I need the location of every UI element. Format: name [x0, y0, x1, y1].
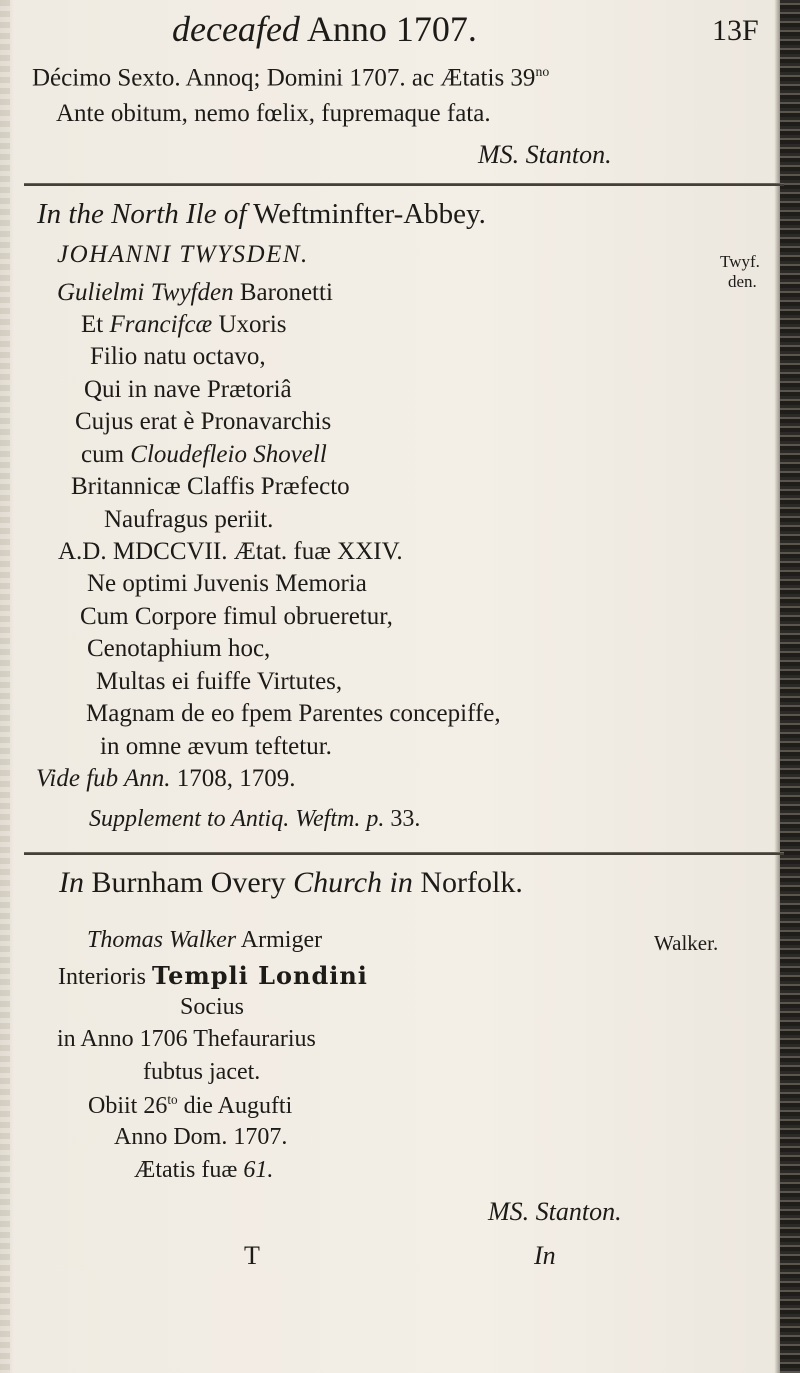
entry2-line-11: Ne optimi Juvenis Memoria — [87, 570, 367, 597]
entry1-line1-sup: no — [535, 64, 550, 79]
entry2-supplement-page: 33. — [384, 806, 421, 832]
entry2-line-3-rest: Uxoris — [212, 311, 287, 338]
entry2-line-3-italic: Francifcæ — [109, 311, 213, 338]
entry2-line-3-pre: Et — [81, 311, 110, 338]
entry3-obiit-pre: Obiit 26 — [88, 1093, 168, 1119]
entry2-line-7-italic: Cloudefleio Shovell — [130, 441, 327, 468]
entry2-line-3 — [81, 311, 287, 339]
entry2-line-2 — [57, 279, 333, 307]
entry3-interioris-line — [58, 961, 368, 991]
running-title-italic: deceafed — [172, 9, 300, 49]
entry2-line-4: Filio natu octavo, — [90, 343, 266, 370]
entry3-aetatis-num: 61. — [243, 1157, 274, 1183]
entry2-supplement-italic: Supplement to Antiq. Weftm. p. — [89, 806, 385, 832]
entry3-heading-church: Church in — [293, 866, 413, 899]
entry3-temple-blackletter: Templi Londini — [151, 961, 368, 990]
entry2-line-15: Magnam de eo fpem Parentes concepiffe, — [86, 700, 501, 727]
section-divider — [24, 183, 784, 186]
entry2-heading — [37, 198, 486, 231]
entry2-line-12: Cum Corpore fimul obrueretur, — [80, 603, 393, 630]
running-title — [172, 8, 477, 50]
entry3-source: MS. Stanton. — [488, 1197, 622, 1226]
margin-note-twysden-1: Twyf. — [720, 252, 760, 271]
entry2-line-9: Naufragus periit. — [104, 506, 274, 533]
running-title-year: Anno 1707. — [306, 9, 477, 49]
entry2-line-7 — [81, 441, 327, 469]
entry1-line2: Ante obitum, nemo fœlix, fupremaque fata. — [56, 100, 491, 127]
margin-note-twysden-2: den. — [728, 272, 757, 291]
entry3-heading-county: Norfolk. — [412, 866, 523, 899]
section-divider-2 — [24, 852, 784, 855]
entry3-heading — [59, 866, 523, 900]
entry2-vide-italic: Vide fub Ann. — [36, 765, 171, 792]
entry2-line-6: Cujus erat è Pronavarchis — [75, 408, 332, 435]
entry2-line-8: Britannicæ Claffis Præfecto — [71, 473, 350, 500]
entry3-obiit — [88, 1092, 292, 1120]
entry3-anno-dom: Anno Dom. 1707. — [114, 1124, 288, 1150]
catchword: In — [534, 1241, 556, 1270]
entry2-line-13: Cenotaphium hoc, — [87, 635, 271, 662]
entry2-vide — [36, 765, 295, 793]
entry1-line1-text: Décimo Sexto. Annoq; Domini 1707. ac Ætatis 39 — [32, 64, 536, 92]
entry2-line-2-italic: Gulielmi Twyfden — [57, 279, 234, 306]
entry1-source: MS. Stanton. — [478, 140, 612, 169]
entry3-aetatis-pre: Ætatis fuæ — [134, 1157, 244, 1183]
entry3-heading-in: In — [59, 866, 84, 899]
entry2-heading-place: Weftminfter-Abbey. — [253, 198, 486, 230]
margin-note-walker: Walker. — [654, 931, 719, 955]
entry2-line-16: in omne ævum teftetur. — [100, 733, 332, 760]
entry3-obiit-post: die Augufti — [177, 1093, 293, 1119]
entry3-heading-place: Burnham Overy — [84, 866, 294, 899]
signature-mark: T — [244, 1241, 260, 1270]
entry2-line-14: Multas ei fuiffe Virtutes, — [96, 668, 343, 695]
entry3-name-italic: Thomas Walker — [87, 927, 237, 953]
entry3-interioris: Interioris — [58, 964, 152, 990]
entry2-line-5: Qui in nave Prætoriâ — [84, 376, 292, 403]
entry3-obiit-sup: to — [167, 1092, 178, 1107]
entry2-heading-italic: In the North Ile of — [37, 198, 247, 230]
entry1-line1 — [32, 64, 549, 92]
book-binding-edge — [780, 0, 800, 1373]
entry3-anno: in Anno 1706 Thefaurarius — [57, 1026, 316, 1052]
entry3-aetatis — [134, 1157, 273, 1184]
entry3-name — [87, 927, 322, 954]
entry2-supplement — [89, 806, 420, 833]
entry2-name: JOHANNI TWYSDEN. — [57, 241, 309, 268]
page-left-edge — [0, 0, 10, 1373]
entry2-vide-years: 1708, 1709. — [170, 765, 296, 792]
entry3-fubtus: fubtus jacet. — [143, 1059, 261, 1085]
entry2-line-10: A.D. MDCCVII. Ætat. fuæ XXIV. — [58, 538, 403, 565]
entry3-name-rank: Armiger — [236, 927, 323, 953]
entry3-socius: Socius — [180, 994, 245, 1020]
entry2-line-2-rest: Baronetti — [233, 279, 333, 306]
page-number: 13F — [712, 14, 759, 47]
entry2-line-7-pre: cum — [81, 441, 131, 468]
